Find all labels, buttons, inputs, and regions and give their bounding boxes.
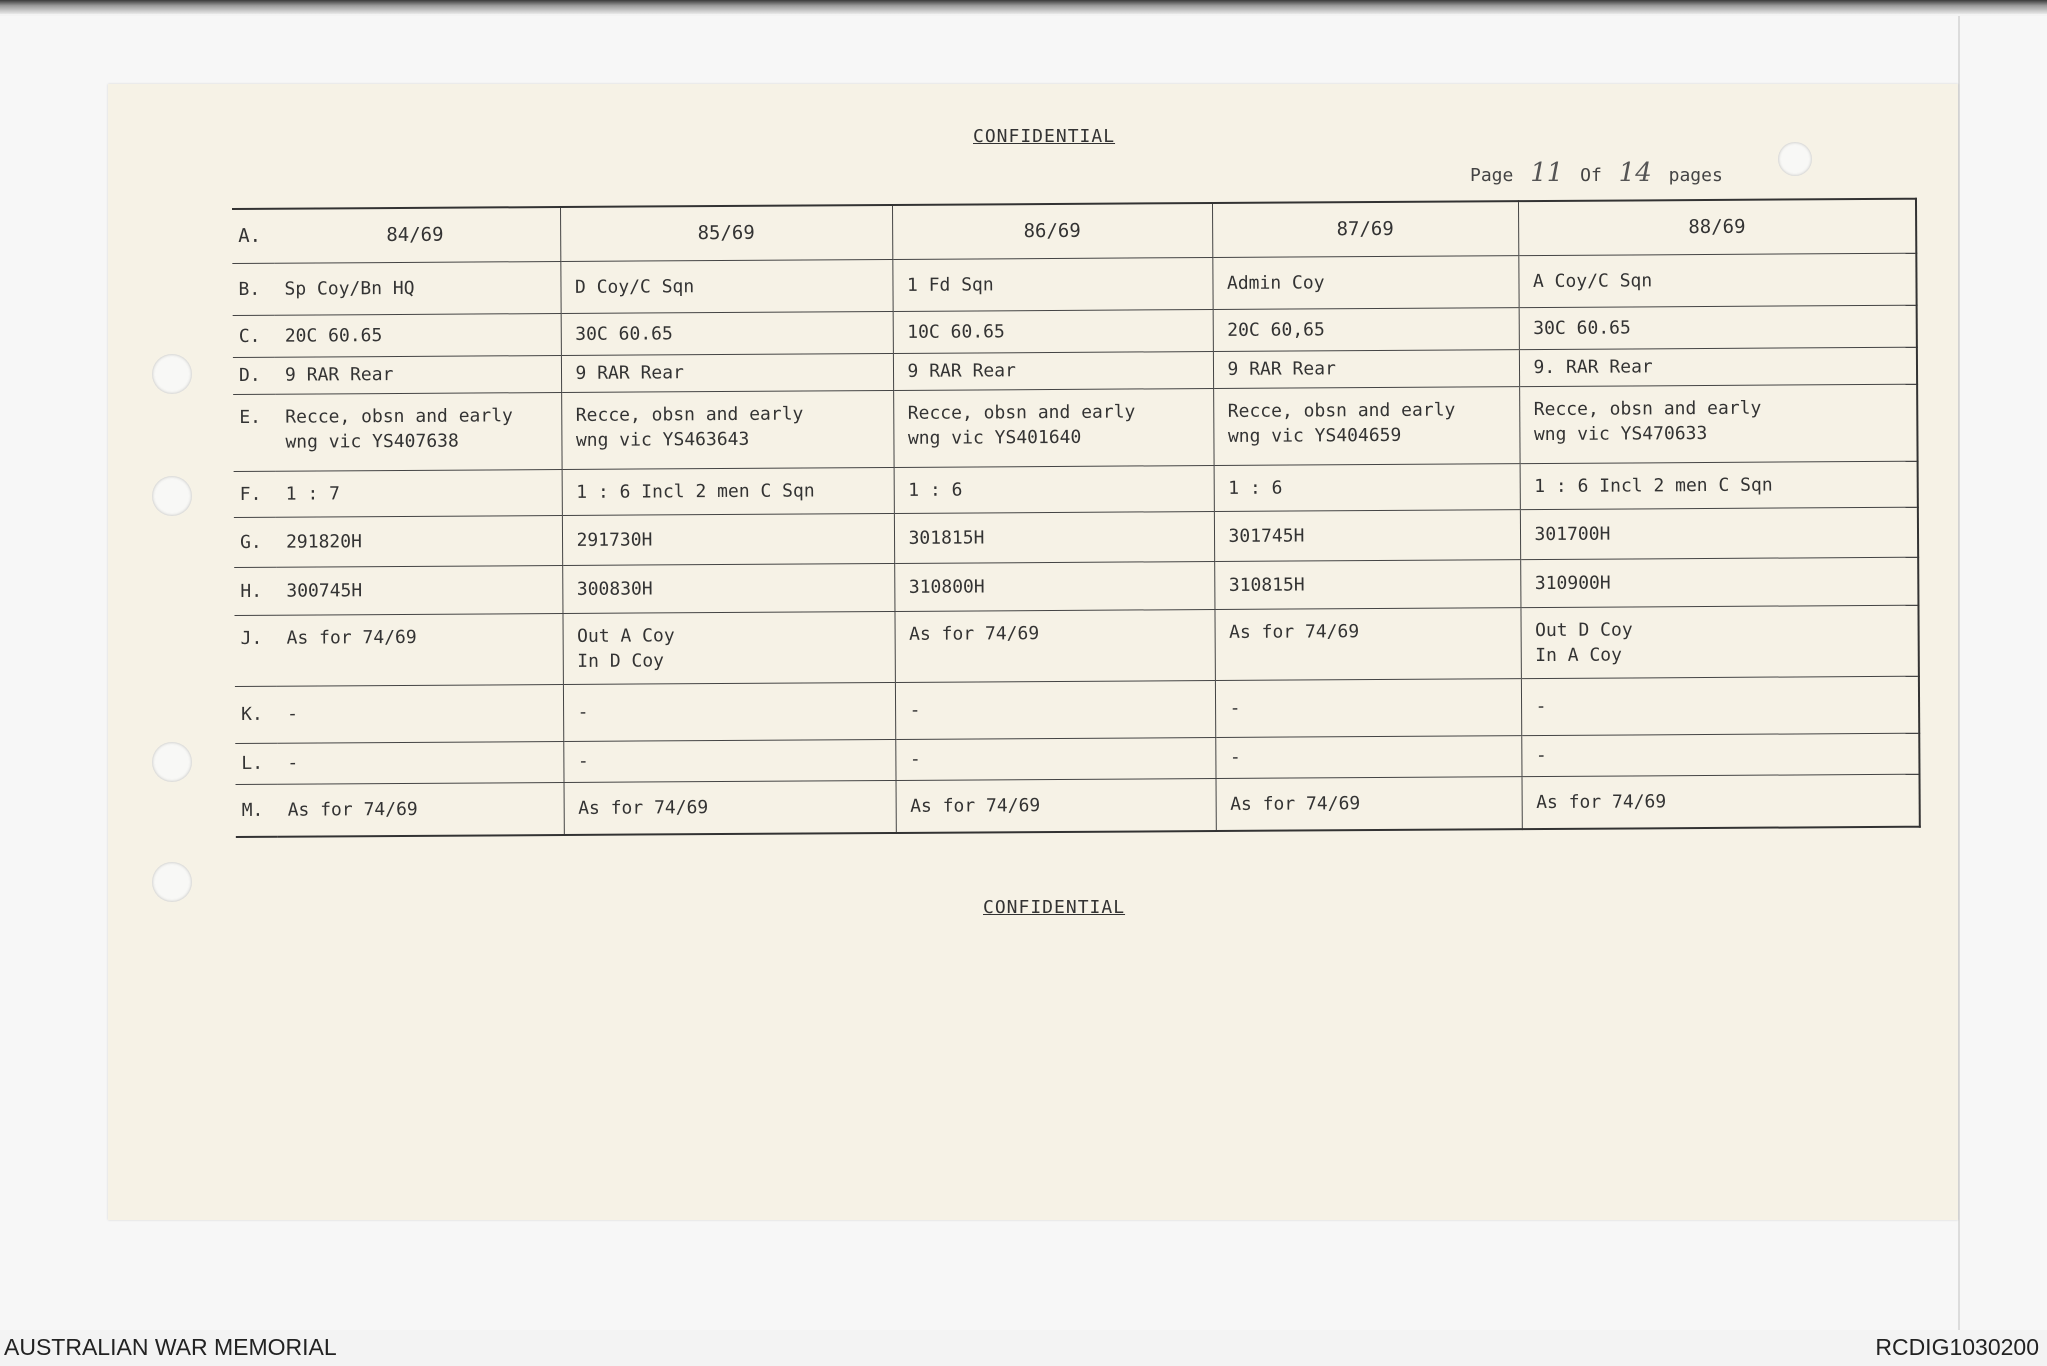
serial-table (232, 198, 1921, 838)
table-cell: As for 74/69 (564, 781, 896, 835)
page-label: Page (1470, 165, 1514, 186)
table-cell: A Coy/C Sqn (1518, 253, 1916, 308)
table-row (236, 774, 1920, 837)
row-label: D. (233, 357, 275, 395)
archive-id: RCDIG1030200 (1875, 1334, 2039, 1360)
table-cell: 30C 60.65 (561, 311, 893, 355)
table-cell: Recce, obsn and early wng vic YS463643 (561, 391, 893, 470)
table-row (235, 676, 1919, 743)
punch-hole (1778, 142, 1812, 176)
table-cell: 30C 60.65 (1519, 305, 1917, 349)
table-cell: 1 : 6 (894, 466, 1214, 514)
table-cell: - (563, 739, 895, 783)
row-label: F. (234, 472, 276, 518)
table-cell: As for 74/69 (894, 610, 1214, 683)
table-cell: As for 74/69 (896, 779, 1216, 833)
table-cell: As for 74/69 (1521, 774, 1919, 829)
table-cell: 9. RAR Rear (1519, 347, 1917, 387)
table-cell: 9 RAR Rear (275, 355, 561, 394)
table-cell: - (1521, 733, 1919, 777)
archive-name: AUSTRALIAN WAR MEMORIAL (4, 1334, 337, 1360)
punch-hole (152, 862, 192, 902)
table-cell: 301815H (894, 512, 1214, 564)
table-cell: - (563, 683, 895, 741)
table-cell: 310900H (1520, 558, 1918, 608)
binder-edge (1958, 16, 1960, 1330)
table-cell: 291730H (562, 514, 894, 566)
punch-hole (152, 476, 192, 516)
table-cell: 1 : 7 (276, 470, 562, 518)
table-cell: 88/69 (1518, 199, 1916, 256)
table-cell: D Coy/C Sqn (560, 259, 892, 313)
table-body (232, 199, 1920, 837)
table-cell: 301700H (1520, 507, 1918, 559)
table-cell: 1 : 6 Incl 2 men C Sqn (1520, 462, 1918, 510)
table-cell: Admin Coy (1212, 255, 1518, 309)
table-cell: Recce, obsn and early wng vic YS404659 (1213, 387, 1519, 466)
table-cell: - (1521, 676, 1919, 735)
table-cell: As for 74/69 (1216, 777, 1522, 831)
punch-hole (152, 742, 192, 782)
table-cell: 1 : 6 Incl 2 men C Sqn (562, 468, 894, 516)
table-row (233, 384, 1917, 471)
table-cell: 291820H (276, 516, 562, 568)
table-cell: 310800H (894, 562, 1214, 612)
table-cell: Recce, obsn and early wng vic YS401640 (893, 389, 1213, 468)
row-label: L. (235, 743, 277, 785)
classification-bottom: CONFIDENTIAL (983, 897, 1126, 918)
table-cell: Sp Coy/Bn HQ (274, 261, 560, 315)
table-cell: 300745H (276, 566, 562, 616)
table-cell: As for 74/69 (1214, 608, 1520, 681)
row-label: A. (232, 209, 274, 263)
row-label: B. (232, 263, 274, 315)
table-cell: - (1215, 735, 1521, 779)
table-cell: 84/69 (274, 207, 560, 263)
row-label: K. (235, 686, 277, 743)
table-cell: 9 RAR Rear (893, 351, 1213, 391)
table-cell: Out A Coy In D Coy (562, 612, 894, 685)
row-label: M. (236, 784, 278, 837)
table-cell: 20C 60.65 (275, 313, 561, 356)
table-cell: 1 Fd Sqn (892, 257, 1212, 311)
table-row (234, 605, 1918, 686)
row-label: H. (234, 568, 276, 616)
table-cell: 85/69 (560, 205, 892, 261)
table-cell: - (277, 741, 563, 784)
table-cell: 86/69 (892, 203, 1212, 259)
page-of: Of (1580, 165, 1602, 186)
page-number: 11 (1530, 158, 1564, 188)
table-cell: Out D Coy In A Coy (1520, 605, 1918, 678)
table-cell: As for 74/69 (278, 783, 564, 837)
table-cell: - (895, 681, 1215, 739)
table-cell: 87/69 (1212, 201, 1518, 257)
classification-top: CONFIDENTIAL (973, 126, 1116, 147)
row-label: J. (234, 616, 276, 687)
punch-hole (152, 354, 192, 394)
table-cell: 310815H (1214, 560, 1520, 610)
table-cell: - (277, 685, 563, 743)
row-label: E. (233, 394, 275, 471)
row-label: C. (233, 315, 275, 357)
table-cell: - (1215, 679, 1521, 737)
table-cell: 300830H (562, 564, 894, 614)
page-total: 14 (1618, 158, 1652, 188)
scan-top-shadow (0, 0, 2047, 14)
table-cell: 301745H (1214, 510, 1520, 562)
page-indicator (1470, 158, 1723, 188)
table-cell: 10C 60.65 (893, 309, 1213, 353)
table-cell: 20C 60,65 (1213, 308, 1519, 352)
table-cell: 9 RAR Rear (1213, 349, 1519, 388)
table-cell: 9 RAR Rear (561, 353, 893, 393)
row-label: G. (234, 517, 276, 567)
table-cell: Recce, obsn and early wng vic YS407638 (275, 393, 561, 472)
table-cell: As for 74/69 (276, 614, 562, 687)
table-cell: - (895, 737, 1215, 781)
table-cell: 1 : 6 (1214, 464, 1520, 512)
table-cell: Recce, obsn and early wng vic YS470633 (1519, 384, 1917, 464)
page-suffix: pages (1668, 165, 1723, 186)
